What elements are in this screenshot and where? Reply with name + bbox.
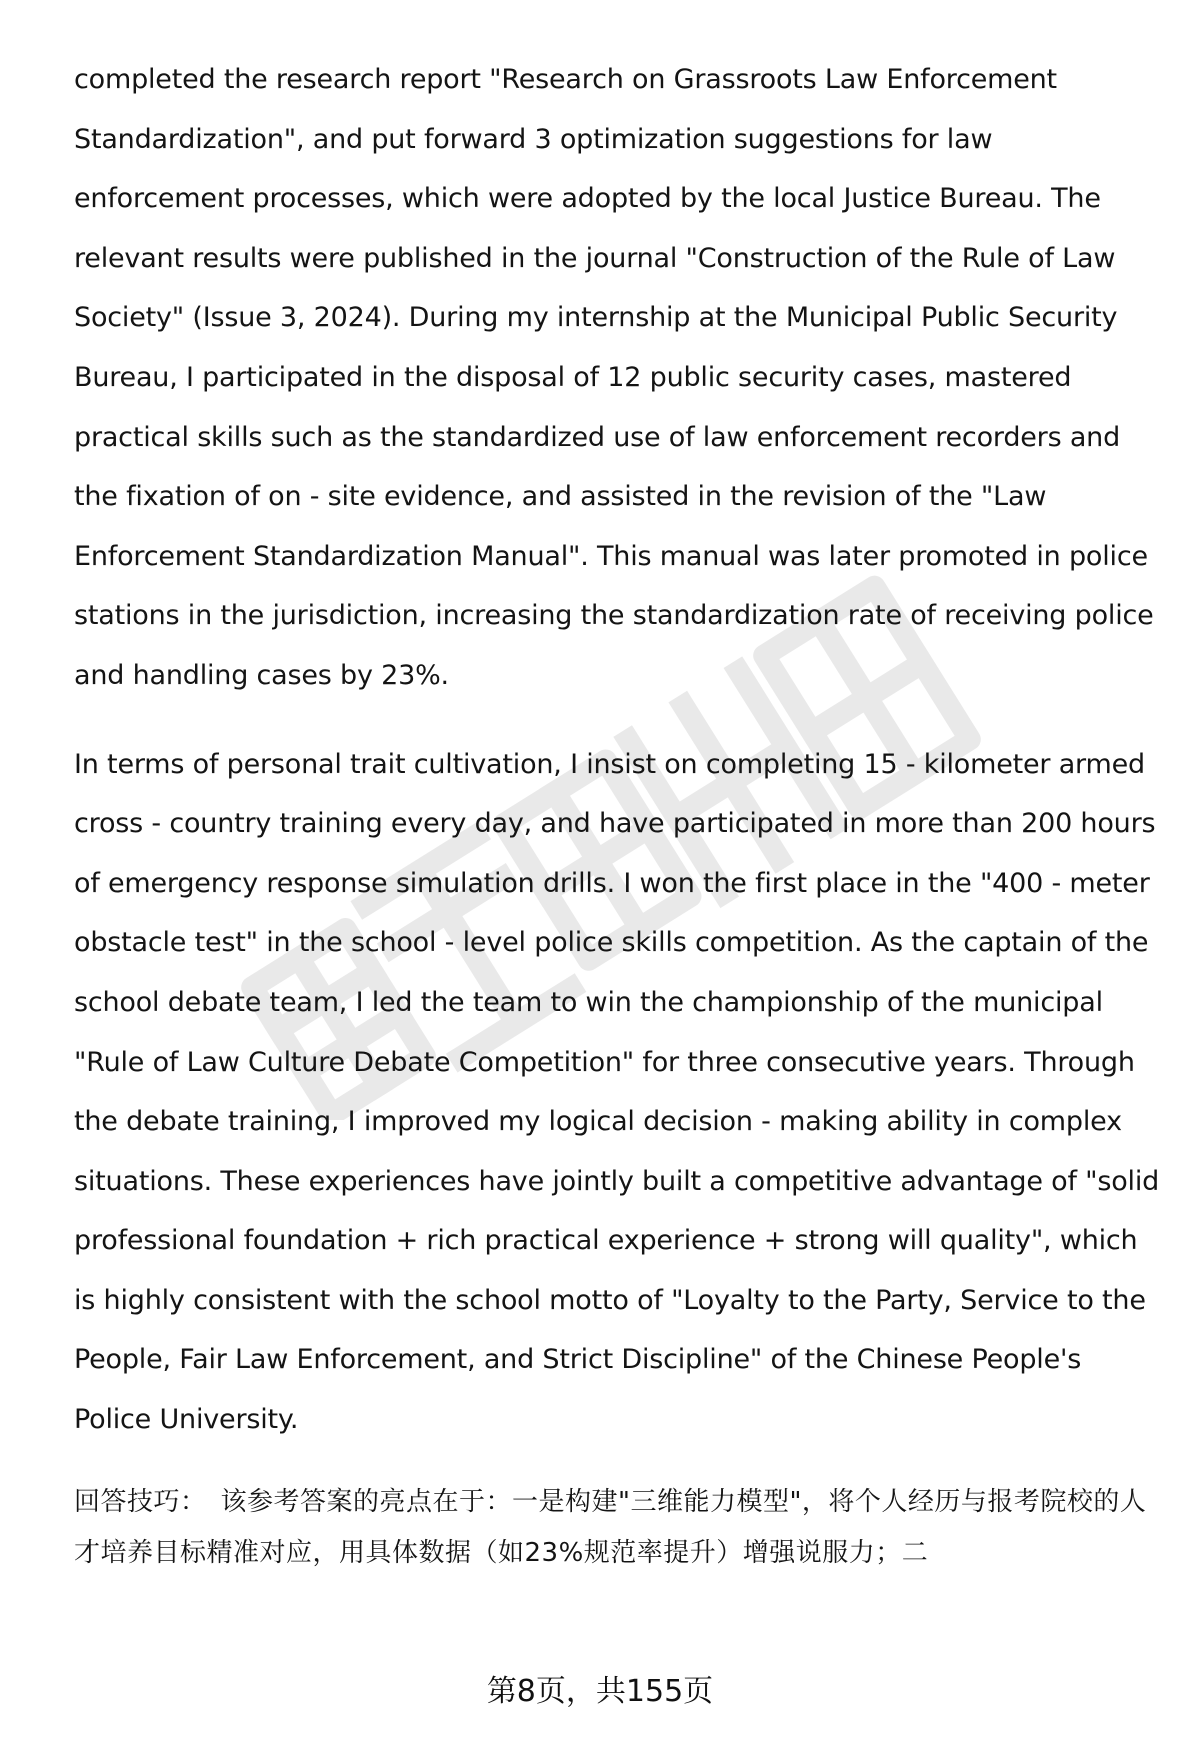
document-body <box>74 50 1160 1579</box>
paragraph: In terms of personal trait cultivation, I insist on completing 15 - kilometer armed cross - country training every day, and have participated in more than 200 hours of emergency response simulation drills. I won the first place in the "400 - meter obstacle test" in the school - level police skills competition. As the captain of the school debate team, I led the team to win the championship of the municipal "Rule of Law Culture Debate Competition" for three consecutive years. Through the debate training, I improved my logical decision - making ability in complex situations. These experiences have jointly built a competitive advantage of "solid professional foundation + rich practical experience + strong will quality", which is highly consistent with the school motto of "Loyalty to the Party, Service to the People, Fair Law Enforcement, and Strict Discipline" of the Chinese People's Police University. <box>74 748 1160 1436</box>
page-number-footer: 第8页，共155页 <box>486 1674 714 1709</box>
tips-label: 回答技巧： <box>74 1486 207 1517</box>
answer-tips <box>74 1477 1160 1579</box>
paragraph: completed the research report "Research on Grassroots Law Enforcement Standardization", and put forward 3 optimization suggestions for law enforcement processes, which were adopted by the local Justice Bureau. The relevant results were published in the journal "Construction of the Rule of Law Society" (Issue 3, 2024). During my internship at the Municipal Public Security Bureau, I participated in the disposal of 12 public security cases, mastered practical skills such as the standardized use of law enforcement recorders and the fixation of on - site evidence, and assisted in the revision of the "Law Enforcement Standardization Manual". This manual was later promoted in police stations in the jurisdiction, increasing the standardization rate of receiving police and handling cases by 23%. <box>74 64 1154 691</box>
tips-text: 该参考答案的亮点在于：一是构建"三维能力模型"，将个人经历与报考院校的人才培养目标精准对应，用具体数据（如23%规范率提升）增强说服力；二 <box>74 1486 1147 1568</box>
